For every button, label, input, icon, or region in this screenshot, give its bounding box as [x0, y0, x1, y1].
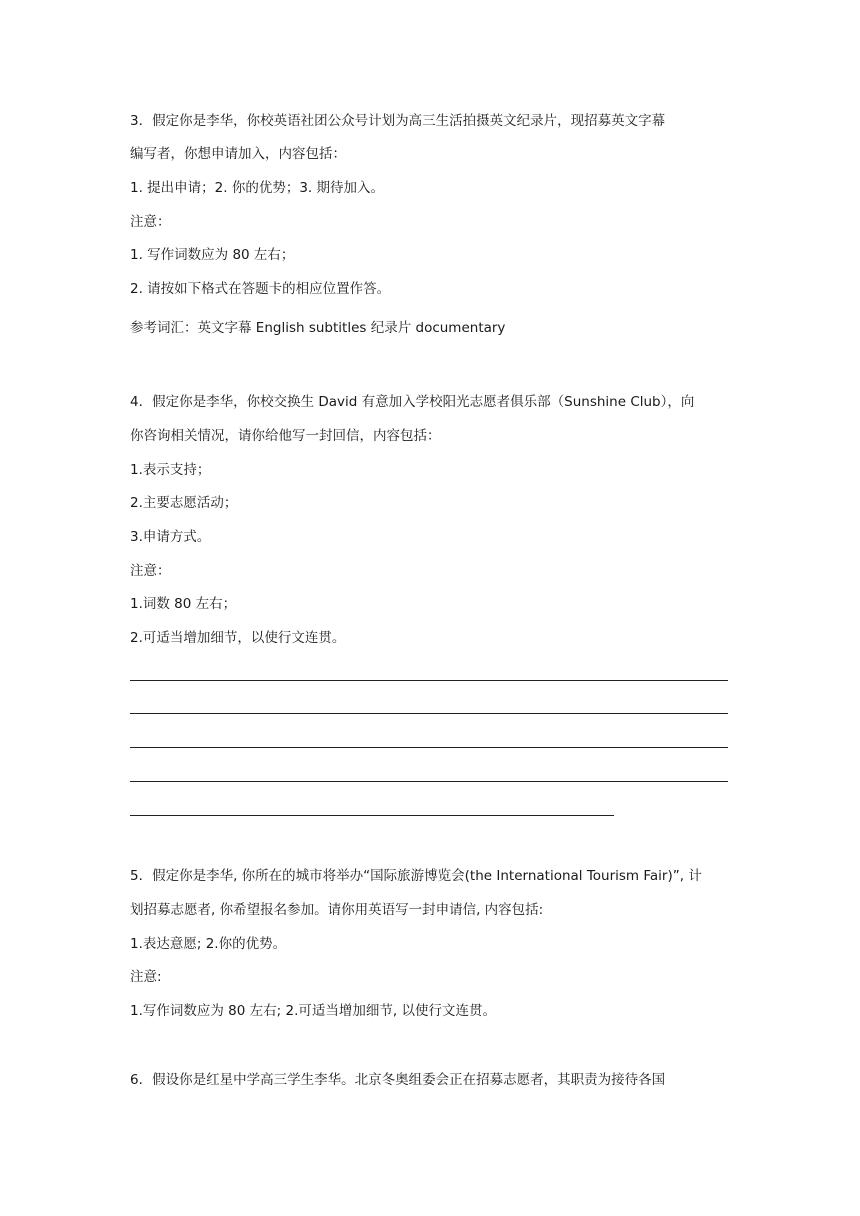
answer-line [130, 815, 614, 816]
q5-prompt-line-1: 5．假定你是李华, 你所在的城市将举办“国际旅游博览会(the International Tourism Fair)”, 计 [130, 868, 702, 884]
answer-line [130, 781, 728, 782]
q5-prompt-line-2: 划招募志愿者, 你希望报名参加。请你用英语写一封申请信, 内容包括: [130, 902, 544, 918]
q3-prompt-line-1: 3．假定你是李华，你校英语社团公众号计划为高三生活拍摄英文纪录片，现招募英文字幕 [130, 113, 666, 129]
q3-prompt-line-2: 编写者，你想申请加入，内容包括： [130, 146, 346, 162]
q4-note-1: 1.词数 80 左右； [130, 596, 237, 612]
q3-vocabulary: 参考词汇：英文字幕 English subtitles 纪录片 documentary [130, 320, 506, 336]
q3-content-points: 1. 提出申请；2. 你的优势；3. 期待加入。 [130, 180, 385, 196]
q4-item-3: 3.申请方式。 [130, 529, 211, 545]
answer-line [130, 747, 728, 748]
q3-note-2: 2. 请按如下格式在答题卡的相应位置作答。 [130, 281, 391, 297]
q4-prompt-line-2: 你咨询相关情况，请你给他写一封回信，内容包括： [130, 428, 441, 444]
q4-prompt-line-1: 4．假定你是李华，你校交换生 David 有意加入学校阳光志愿者俱乐部（Sunshine Club），向 [130, 394, 695, 410]
q5-content-points: 1.表达意愿; 2.你的优势。 [130, 936, 287, 952]
q5-note-label: 注意: [130, 969, 162, 985]
q4-item-2: 2.主要志愿活动； [130, 495, 238, 511]
answer-line [130, 713, 728, 714]
q3-note-1: 1. 写作词数应为 80 左右； [130, 247, 295, 263]
q4-note-label: 注意： [130, 563, 171, 579]
q6-prompt-line-1: 6．假设你是红星中学高三学生李华。北京冬奥组委会正在招募志愿者，其职责为接待各国 [130, 1072, 666, 1088]
q5-note-1: 1.写作词数应为 80 左右; 2.可适当增加细节, 以使行文连贯。 [130, 1003, 496, 1019]
q3-note-label: 注意： [130, 214, 171, 230]
q4-note-2: 2.可适当增加细节，以使行文连贯。 [130, 630, 346, 646]
q4-item-1: 1.表示支持； [130, 462, 211, 478]
answer-line [130, 680, 728, 681]
